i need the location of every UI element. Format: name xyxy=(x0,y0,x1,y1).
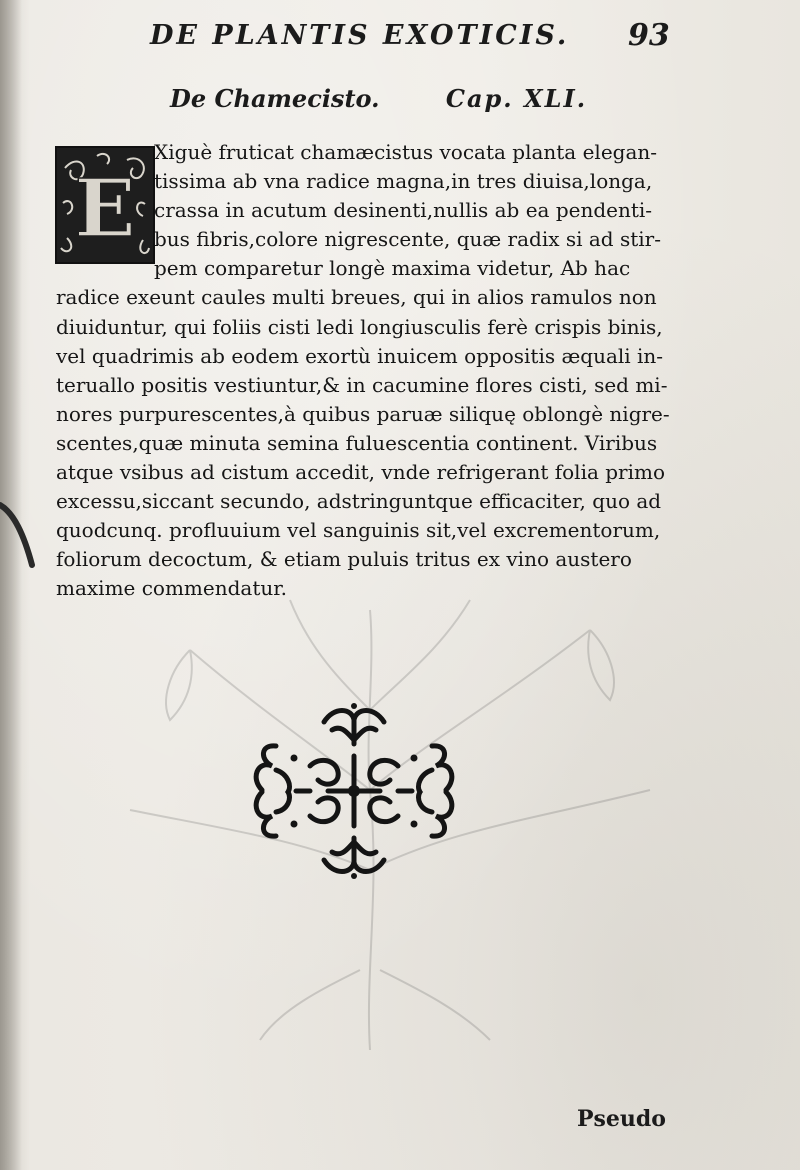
text-line: tissima ab vna radice magna,in tres diuisa,longa, xyxy=(154,169,653,194)
text-line: maxime commendatur. xyxy=(56,576,287,601)
text-line: pem comparetur longè maxima videtur, Ab hac xyxy=(154,256,631,281)
printers-ornament xyxy=(248,700,460,882)
text-line: nores purpurescentes,à quibus paruæ siliquę oblongè nigre- xyxy=(56,401,670,426)
text-line: scentes,quæ minuta semina fuluescentia continent. Viribus xyxy=(56,430,658,455)
text-line: crassa in acutum desinenti,nullis ab ea pendenti- xyxy=(154,198,653,223)
initial-letter-glyph: E xyxy=(74,161,136,255)
page-number: 93 xyxy=(628,18,670,53)
text-line: foliorum decoctum, & etiam puluis tritus ex vino austero xyxy=(56,547,632,572)
text-line: teruallo positis vestiuntur,& in cacumine flores cisti, sed mi- xyxy=(56,372,668,397)
gutter-shadow xyxy=(0,0,22,1170)
text-line: quodcunq. profluuium vel sanguinis sit,vel excrementorum, xyxy=(56,518,661,543)
chapter-number: Cap. XLI. xyxy=(445,84,588,113)
text-line: diuiduntur, qui foliis cisti ledi longiusculis ferè crispis binis, xyxy=(56,314,663,339)
chapter-title: De Chamecisto. xyxy=(170,84,380,113)
running-head: DE PLANTIS EXOTICIS. xyxy=(150,20,570,51)
margin-ink-mark xyxy=(0,495,40,575)
catchword: Pseudo xyxy=(577,1106,666,1132)
text-line: bus fibris,colore nigrescente, quæ radix si ad stir- xyxy=(154,227,661,252)
text-line: radice exeunt caules multi breues, qui in alios ramulos non xyxy=(56,285,657,310)
text-line: atque vsibus ad cistum accedit, vnde refrigerant folia primo xyxy=(56,460,666,485)
text-line: excessu,siccant secundo, adstringuntque efficaciter, quo ad xyxy=(56,489,662,514)
chapter-heading xyxy=(170,84,587,113)
text-line: vel quadrimis ab eodem exortù inuicem oppositis æquali in- xyxy=(56,343,664,368)
chapter-body-text xyxy=(56,138,680,604)
text-line: Xiguè fruticat chamæcistus vocata planta elegan- xyxy=(154,140,658,164)
